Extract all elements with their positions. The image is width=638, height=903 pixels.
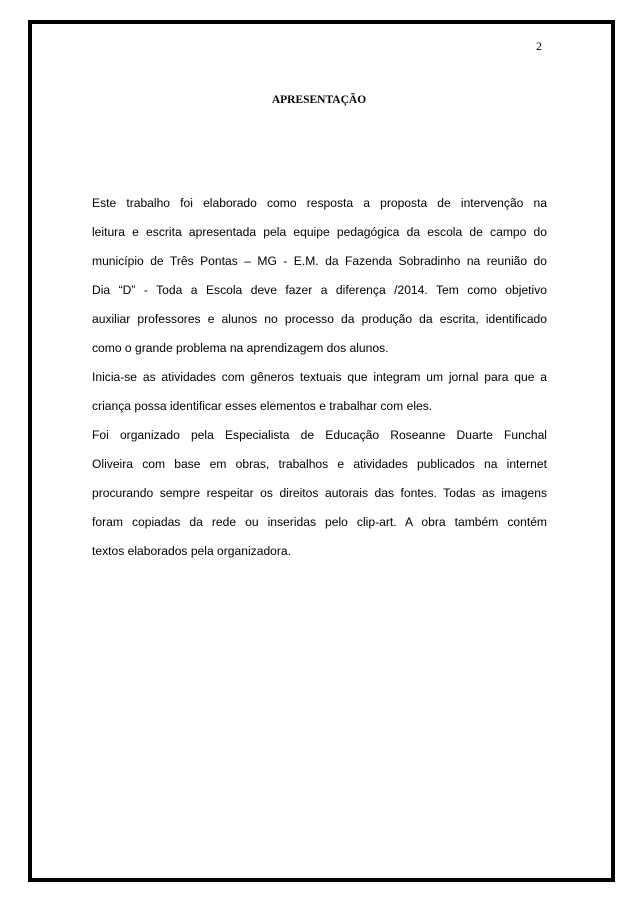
text-line: Oliveira com base em obras, trabalhos e atividades publicados na internet	[92, 457, 547, 471]
presentation-paragraphs	[92, 193, 547, 570]
page-number: 2	[536, 39, 542, 53]
text-line: criança possa identificar esses elementos e trabalhar com eles.	[92, 399, 433, 413]
text-line: leitura e escrita apresentada pela equipe pedagógica da escola de campo do	[92, 225, 547, 239]
text-line: auxiliar professores e alunos no processo da produção da escrita, identificado	[92, 312, 547, 326]
text-line: como o grande problema na aprendizagem dos alunos.	[92, 341, 389, 355]
text-line: foram copiadas da rede ou inseridas pelo clip-art. A obra também contém	[92, 515, 547, 529]
text-line: Dia “D” - Toda a Escola deve fazer a diferença /2014. Tem como objetivo	[92, 283, 547, 297]
text-line: Foi organizado pela Especialista de Educação Roseanne Duarte Funchal	[92, 428, 547, 442]
text-line: Inicia-se as atividades com gêneros textuais que integram um jornal para que a	[92, 370, 547, 384]
text-line: textos elaborados pela organizadora.	[92, 544, 292, 558]
text-line: procurando sempre respeitar os direitos autorais das fontes. Todas as imagens	[92, 486, 547, 500]
text-line: município de Três Pontas – MG - E.M. da Fazenda Sobradinho na reunião do	[92, 254, 547, 268]
text-line: Este trabalho foi elaborado como resposta a proposta de intervenção na	[92, 196, 547, 210]
page-title: APRESENTAÇÃO	[271, 94, 367, 106]
